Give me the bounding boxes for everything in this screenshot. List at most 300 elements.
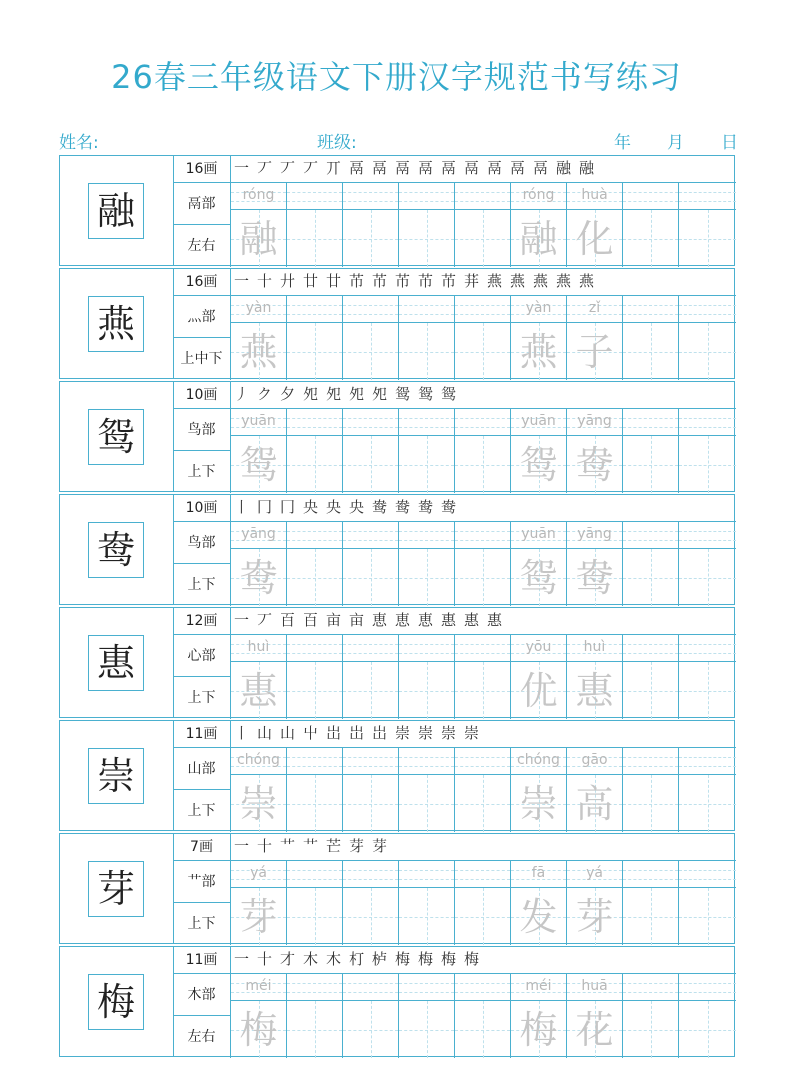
tian-ge-cell[interactable]	[398, 861, 454, 945]
char-square	[455, 436, 510, 493]
tian-ge-cell[interactable]	[678, 861, 736, 945]
stroke-step: 梅	[395, 950, 411, 968]
char-square	[679, 1001, 736, 1058]
word-pinyin-trace: yāng	[577, 526, 612, 542]
char-square	[455, 662, 510, 719]
tian-ge-cell[interactable]	[454, 748, 510, 832]
char-square	[623, 436, 678, 493]
tian-ge-cell[interactable]	[510, 974, 566, 1058]
pinyin-line	[287, 635, 342, 662]
stroke-step: 芇	[372, 272, 388, 290]
tian-ge-cell[interactable]	[566, 409, 622, 493]
char-square	[623, 775, 678, 832]
pinyin-line	[679, 635, 736, 662]
stroke-step: 惠	[441, 611, 457, 629]
pinyin-line	[623, 522, 678, 549]
pinyin-line	[287, 409, 342, 436]
char-square	[287, 549, 342, 606]
pinyin-line	[455, 635, 510, 662]
pinyin-line	[343, 409, 398, 436]
tian-ge-cell[interactable]	[286, 522, 342, 606]
char-square	[287, 436, 342, 493]
tian-ge-cell[interactable]	[622, 974, 678, 1058]
pinyin-line	[343, 748, 398, 775]
stroke-step: 鸯	[372, 498, 388, 516]
char-square	[399, 662, 454, 719]
radical: 鸟部	[173, 522, 230, 564]
pinyin-trace: chóng	[237, 752, 280, 768]
pinyin-line	[287, 522, 342, 549]
stroke-step: 芇	[395, 272, 411, 290]
tian-ge-cell[interactable]	[398, 296, 454, 380]
model-char-box	[88, 522, 144, 578]
radical: 木部	[173, 974, 230, 1016]
pinyin-line	[399, 974, 454, 1001]
model-char-box	[88, 635, 144, 691]
model-char: 惠	[96, 641, 135, 685]
word-pinyin-trace: huā	[581, 978, 608, 994]
stroke-step: 芇	[349, 272, 365, 290]
char-square	[399, 210, 454, 267]
char-square	[343, 436, 398, 493]
model-char: 鸳	[96, 415, 135, 459]
word-char-trace: 梅	[519, 1008, 558, 1052]
model-char-box	[88, 861, 144, 917]
char-trace: 融	[239, 217, 278, 261]
stroke-step: 亩	[326, 611, 342, 629]
char-square	[287, 888, 342, 945]
stroke-count: 10画	[173, 495, 230, 522]
model-char-box	[88, 409, 144, 465]
tian-ge-cell[interactable]	[510, 861, 566, 945]
tian-ge-cell[interactable]	[566, 635, 622, 719]
model-char: 芽	[96, 867, 135, 911]
pinyin-line	[455, 522, 510, 549]
info-column	[173, 947, 231, 1056]
stroke-step: 鬲	[510, 159, 526, 177]
pinyin-trace: róng	[242, 187, 275, 203]
pinyin-line	[343, 635, 398, 662]
stroke-step: 梅	[464, 950, 480, 968]
word-pinyin-trace: yá	[586, 865, 603, 881]
pinyin-line	[455, 974, 510, 1001]
char-square	[623, 210, 678, 267]
char-column	[60, 382, 174, 491]
year-label: 年	[614, 133, 631, 153]
stroke-step: 十	[257, 837, 273, 855]
char-square	[679, 888, 736, 945]
stroke-step: 央	[349, 498, 365, 516]
char-square	[343, 1001, 398, 1058]
structure: 上下	[187, 803, 216, 819]
pinyin-line	[399, 183, 454, 210]
char-column	[60, 495, 174, 604]
tian-ge-cell[interactable]	[622, 183, 678, 267]
tian-ge-cell[interactable]	[678, 522, 736, 606]
tian-ge-cell[interactable]	[286, 296, 342, 380]
stroke-step: 岀	[326, 724, 342, 742]
stroke-step: 丨	[234, 498, 250, 516]
pinyin-line	[679, 183, 736, 210]
stroke-step: 芒	[326, 837, 342, 855]
char-square	[399, 323, 454, 380]
tian-ge-cell[interactable]	[510, 748, 566, 832]
char-square	[287, 1001, 342, 1058]
writing-grid	[230, 635, 736, 719]
word-char-trace: 芽	[575, 895, 614, 939]
writing-grid	[230, 522, 736, 606]
stroke-step: 亩	[349, 611, 365, 629]
char-block	[59, 833, 735, 944]
stroke-order-row	[230, 382, 736, 409]
pinyin-line	[679, 409, 736, 436]
tian-ge-cell[interactable]	[510, 183, 566, 267]
radical: 艹部	[173, 861, 230, 903]
char-square	[679, 323, 736, 380]
info-column	[173, 156, 231, 265]
stroke-step: 鸯	[441, 498, 457, 516]
tian-ge-cell[interactable]	[398, 522, 454, 606]
model-char-box	[88, 183, 144, 239]
writing-grid	[230, 296, 736, 380]
tian-ge-cell[interactable]	[566, 296, 622, 380]
stroke-step: 艹	[280, 837, 296, 855]
stroke-step: 丆	[303, 159, 319, 177]
tian-ge-cell[interactable]	[342, 522, 398, 606]
tian-ge-cell[interactable]	[678, 635, 736, 719]
word-char-trace: 发	[519, 895, 558, 939]
tian-ge-cell[interactable]	[454, 409, 510, 493]
model-char: 燕	[96, 302, 135, 346]
stroke-step: 屮	[303, 724, 319, 742]
stroke-step: 夗	[372, 385, 388, 403]
tian-ge-cell[interactable]	[454, 296, 510, 380]
stroke-step: 鬲	[441, 159, 457, 177]
writing-grid	[230, 183, 736, 267]
tian-ge-cell[interactable]	[398, 409, 454, 493]
tian-ge-cell[interactable]	[622, 635, 678, 719]
page-title: 26春三年级语文下册汉字规范书写练习	[111, 58, 682, 96]
tian-ge-cell[interactable]	[230, 861, 286, 945]
char-trace: 梅	[239, 1008, 278, 1052]
pinyin-line	[679, 974, 736, 1001]
word-pinyin-trace: méi	[525, 978, 552, 994]
pinyin-line	[455, 748, 510, 775]
tian-ge-cell[interactable]	[566, 974, 622, 1058]
char-square	[679, 775, 736, 832]
pinyin-trace: yá	[250, 865, 267, 881]
stroke-step: 融	[556, 159, 572, 177]
tian-ge-cell[interactable]	[342, 974, 398, 1058]
stroke-step: 芽	[372, 837, 388, 855]
stroke-step: 鸯	[418, 498, 434, 516]
tian-ge-cell[interactable]	[566, 748, 622, 832]
stroke-count: 12画	[173, 608, 230, 635]
structure: 上下	[187, 690, 216, 706]
pinyin-trace: yuān	[241, 413, 276, 429]
tian-ge-cell[interactable]	[230, 522, 286, 606]
pinyin-line	[623, 409, 678, 436]
tian-ge-cell[interactable]	[454, 183, 510, 267]
char-column	[60, 721, 174, 830]
stroke-count: 16画	[173, 156, 230, 183]
char-square	[623, 888, 678, 945]
char-square	[399, 549, 454, 606]
char-square	[399, 1001, 454, 1058]
stroke-step: 丨	[234, 724, 250, 742]
word-char-trace: 崇	[519, 782, 558, 826]
pinyin-trace: yàn	[245, 300, 272, 316]
pinyin-line	[343, 522, 398, 549]
model-char: 崇	[96, 754, 135, 798]
stroke-step: 央	[326, 498, 342, 516]
tian-ge-cell[interactable]	[230, 748, 286, 832]
tian-ge-cell[interactable]	[622, 861, 678, 945]
pinyin-line	[343, 861, 398, 888]
stroke-step: 廿	[303, 272, 319, 290]
tian-ge-cell[interactable]	[454, 974, 510, 1058]
stroke-step: 百	[280, 611, 296, 629]
tian-ge-cell[interactable]	[454, 522, 510, 606]
tian-ge-cell[interactable]	[566, 861, 622, 945]
char-square	[623, 323, 678, 380]
tian-ge-cell[interactable]	[398, 974, 454, 1058]
info-column	[173, 608, 231, 717]
char-square	[287, 210, 342, 267]
radical: 灬部	[173, 296, 230, 338]
structure: 上下	[187, 916, 216, 932]
stroke-step: 夗	[326, 385, 342, 403]
char-column	[60, 834, 174, 943]
tian-ge-cell[interactable]	[510, 409, 566, 493]
tian-ge-cell[interactable]	[342, 183, 398, 267]
pinyin-trace: méi	[245, 978, 272, 994]
stroke-step: 惠	[464, 611, 480, 629]
char-block	[59, 155, 735, 266]
word-pinyin-trace: yōu	[525, 639, 552, 655]
structure: 左右	[187, 238, 216, 254]
char-square	[399, 888, 454, 945]
char-column	[60, 608, 174, 717]
tian-ge-cell[interactable]	[622, 522, 678, 606]
stroke-order-row	[230, 608, 736, 635]
pinyin-line	[287, 748, 342, 775]
tian-ge-cell[interactable]	[678, 974, 736, 1058]
char-column	[60, 156, 174, 265]
tian-ge-cell[interactable]	[230, 183, 286, 267]
stroke-step: 梅	[441, 950, 457, 968]
stroke-step: 鬲	[418, 159, 434, 177]
char-square	[287, 775, 342, 832]
stroke-step: 十	[257, 950, 273, 968]
tian-ge-cell[interactable]	[510, 296, 566, 380]
tian-ge-cell[interactable]	[622, 296, 678, 380]
stroke-step: 恵	[372, 611, 388, 629]
radical: 鸟部	[173, 409, 230, 451]
pinyin-line	[623, 183, 678, 210]
word-char-trace: 化	[575, 217, 614, 261]
stroke-step: 木	[303, 950, 319, 968]
tian-ge-cell[interactable]	[286, 974, 342, 1058]
stroke-order-row	[230, 834, 736, 861]
word-pinyin-trace: yāng	[577, 413, 612, 429]
tian-ge-cell[interactable]	[678, 296, 736, 380]
stroke-step: 燕	[556, 272, 572, 290]
model-char-box	[88, 296, 144, 352]
char-square	[623, 662, 678, 719]
pinyin-line	[399, 409, 454, 436]
radical: 鬲部	[173, 183, 230, 225]
word-pinyin-trace: huà	[581, 187, 608, 203]
tian-ge-cell[interactable]	[230, 296, 286, 380]
stroke-step: 丆	[257, 159, 273, 177]
stroke-step: 鬲	[372, 159, 388, 177]
tian-ge-cell[interactable]	[566, 183, 622, 267]
stroke-step: 一	[234, 272, 250, 290]
pinyin-line	[287, 861, 342, 888]
stroke-step: 崇	[441, 724, 457, 742]
char-square	[455, 888, 510, 945]
tian-ge-cell[interactable]	[230, 635, 286, 719]
tian-ge-cell[interactable]	[622, 409, 678, 493]
tian-ge-cell[interactable]	[678, 409, 736, 493]
stroke-step: 燕	[487, 272, 503, 290]
char-square	[343, 323, 398, 380]
info-column	[173, 495, 231, 604]
structure: 左右	[187, 1029, 216, 1045]
stroke-count: 10画	[173, 382, 230, 409]
pinyin-line	[343, 183, 398, 210]
tian-ge-cell[interactable]	[678, 183, 736, 267]
structure: 上中下	[180, 351, 223, 367]
stroke-step: 梅	[418, 950, 434, 968]
tian-ge-cell[interactable]	[510, 635, 566, 719]
char-column	[60, 269, 174, 378]
stroke-step: 燕	[579, 272, 595, 290]
stroke-step: 芇	[441, 272, 457, 290]
tian-ge-cell[interactable]	[454, 635, 510, 719]
stroke-step: 艹	[303, 837, 319, 855]
pinyin-line	[679, 296, 736, 323]
tian-ge-cell[interactable]	[398, 183, 454, 267]
tian-ge-cell[interactable]	[342, 861, 398, 945]
stroke-step: 山	[257, 724, 273, 742]
name-label: 姓名:	[59, 133, 99, 153]
tian-ge-cell[interactable]	[230, 409, 286, 493]
char-square	[343, 888, 398, 945]
structure: 上下	[187, 577, 216, 593]
tian-ge-cell[interactable]	[286, 409, 342, 493]
writing-grid	[230, 748, 736, 832]
char-square	[343, 210, 398, 267]
stroke-step: 木	[326, 950, 342, 968]
stroke-step: 岀	[372, 724, 388, 742]
model-char: 鸯	[96, 528, 135, 572]
tian-ge-cell[interactable]	[678, 748, 736, 832]
tian-ge-cell[interactable]	[230, 974, 286, 1058]
writing-grid	[230, 861, 736, 945]
char-square	[343, 549, 398, 606]
month-label: 月	[667, 133, 684, 153]
char-block	[59, 494, 735, 605]
stroke-count: 11画	[173, 947, 230, 974]
pinyin-line	[623, 296, 678, 323]
stroke-step: 廿	[326, 272, 342, 290]
tian-ge-cell[interactable]	[286, 635, 342, 719]
tian-ge-cell[interactable]	[286, 861, 342, 945]
stroke-step: 芇	[418, 272, 434, 290]
word-char-trace: 鸯	[575, 443, 614, 487]
char-square	[343, 662, 398, 719]
tian-ge-cell[interactable]	[398, 635, 454, 719]
tian-ge-cell[interactable]	[342, 296, 398, 380]
char-square	[287, 662, 342, 719]
word-char-trace: 鸳	[519, 443, 558, 487]
char-square	[679, 549, 736, 606]
char-square	[455, 549, 510, 606]
stroke-count: 11画	[173, 721, 230, 748]
stroke-step: 燕	[510, 272, 526, 290]
stroke-step: 崇	[395, 724, 411, 742]
structure: 上下	[187, 464, 216, 480]
word-pinyin-trace: gāo	[581, 752, 608, 768]
char-trace: 崇	[239, 782, 278, 826]
tian-ge-cell[interactable]	[566, 522, 622, 606]
stroke-step: 鬲	[464, 159, 480, 177]
stroke-step: 廾	[280, 272, 296, 290]
stroke-step: 丌	[326, 159, 342, 177]
tian-ge-cell[interactable]	[622, 748, 678, 832]
char-square	[623, 1001, 678, 1058]
pinyin-line	[679, 522, 736, 549]
tian-ge-cell[interactable]	[342, 635, 398, 719]
radical: 心部	[173, 635, 230, 677]
tian-ge-cell[interactable]	[342, 409, 398, 493]
stroke-step: 夗	[303, 385, 319, 403]
stroke-step: 鸯	[395, 498, 411, 516]
tian-ge-cell[interactable]	[454, 861, 510, 945]
pinyin-trace: huì	[247, 639, 270, 655]
stroke-step: 鬲	[487, 159, 503, 177]
pinyin-line	[343, 974, 398, 1001]
word-pinyin-trace: huì	[583, 639, 606, 655]
stroke-step: 鬲	[395, 159, 411, 177]
tian-ge-cell[interactable]	[510, 522, 566, 606]
radical: 山部	[173, 748, 230, 790]
word-char-trace: 花	[575, 1008, 614, 1052]
pinyin-line	[287, 974, 342, 1001]
pinyin-line	[287, 183, 342, 210]
tian-ge-cell[interactable]	[398, 748, 454, 832]
pinyin-line	[679, 861, 736, 888]
char-block	[59, 607, 735, 718]
char-trace: 燕	[239, 330, 278, 374]
tian-ge-cell[interactable]	[342, 748, 398, 832]
pinyin-line	[623, 861, 678, 888]
stroke-step: 一	[234, 159, 250, 177]
char-block	[59, 720, 735, 831]
stroke-step: 鬲	[533, 159, 549, 177]
info-column	[173, 721, 231, 830]
tian-ge-cell[interactable]	[286, 183, 342, 267]
pinyin-line	[455, 183, 510, 210]
tian-ge-cell[interactable]	[286, 748, 342, 832]
char-trace: 芽	[239, 895, 278, 939]
stroke-step: 岀	[349, 724, 365, 742]
pinyin-line	[623, 974, 678, 1001]
model-char-box	[88, 974, 144, 1030]
stroke-step: 融	[579, 159, 595, 177]
